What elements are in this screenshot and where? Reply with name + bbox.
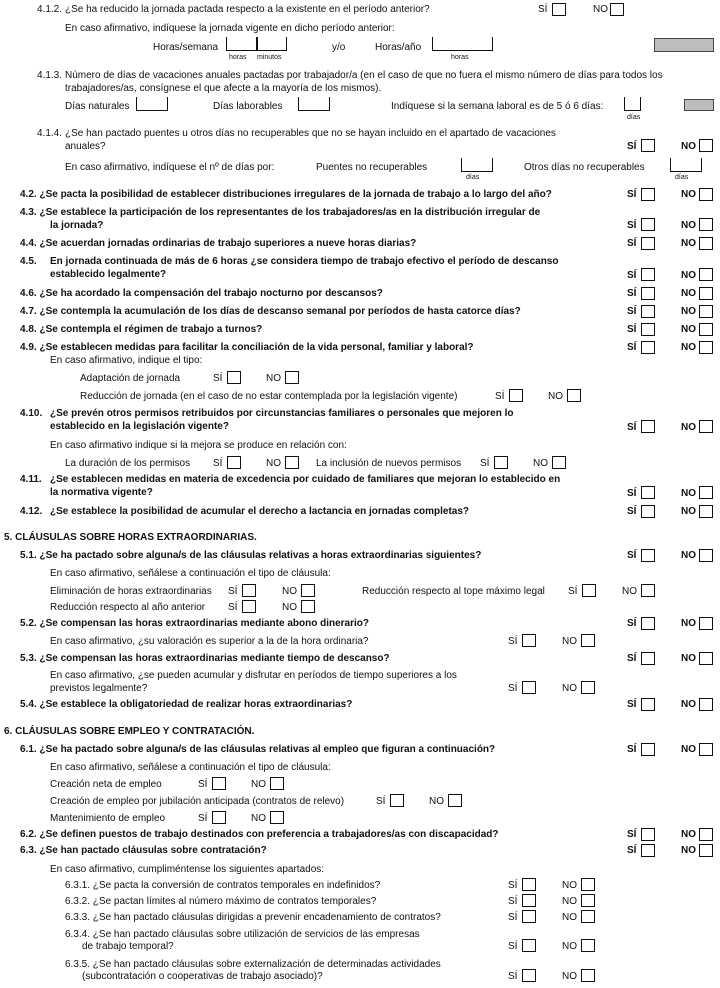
si-label: SÍ	[508, 941, 518, 952]
q411-si-checkbox[interactable]	[641, 486, 655, 499]
no-label: NO	[681, 342, 696, 353]
q411-number: 4.11.	[20, 474, 42, 485]
eliminacion-si-checkbox[interactable]	[242, 584, 256, 597]
horas-ano-field[interactable]	[432, 37, 493, 51]
dias-sub: días	[675, 174, 689, 181]
si-label: SÍ	[627, 506, 637, 517]
si-label: SÍ	[627, 845, 637, 856]
no-label: NO	[681, 238, 696, 249]
dias-naturales-field[interactable]	[136, 97, 168, 111]
q412-text: ¿Se ha reducido la jornada pactada respecto a la existente en el período anterior?	[65, 4, 430, 15]
no-label: NO	[593, 4, 608, 15]
no-label: NO	[548, 391, 563, 402]
q47-si-checkbox[interactable]	[641, 305, 655, 318]
dias-sub: días	[627, 114, 641, 121]
adaptacion-si-checkbox[interactable]	[227, 371, 241, 384]
q51-si-checkbox[interactable]	[641, 549, 655, 562]
q410-line2: establecido en la legislación vigente?	[50, 421, 229, 432]
no-label: NO	[681, 699, 696, 710]
no-label: NO	[681, 189, 696, 200]
reduccion-ano-label: Reducción respecto al año anterior	[50, 602, 206, 613]
inclusion-no-checkbox[interactable]	[552, 456, 566, 469]
q46-no-checkbox[interactable]	[699, 287, 713, 300]
si-label: SÍ	[627, 550, 637, 561]
q44-si-checkbox[interactable]	[641, 237, 655, 250]
si-label: SÍ	[627, 699, 637, 710]
inclusion-label: La inclusión de nuevos permisos	[316, 458, 462, 469]
si-label: SÍ	[627, 288, 637, 299]
creacion-jubilacion-no-checkbox[interactable]	[448, 794, 462, 807]
q61-si-checkbox[interactable]	[641, 743, 655, 756]
yo-label: y/o	[332, 42, 346, 53]
q42-si-checkbox[interactable]	[641, 188, 655, 201]
si-label: SÍ	[627, 744, 637, 755]
creacion-jubilacion-label: Creación de empleo por jubilación anticipada (contratos de relevo)	[50, 796, 345, 807]
puentes-label: Puentes no recuperables	[316, 162, 428, 173]
shaded-reserved-box	[654, 38, 714, 52]
si-label: SÍ	[228, 602, 238, 613]
q634-line2: de trabajo temporal?	[82, 941, 174, 952]
si-label: SÍ	[198, 813, 208, 824]
semana-laboral-field[interactable]	[624, 97, 641, 111]
q48-no-checkbox[interactable]	[699, 323, 713, 336]
q53-no-checkbox[interactable]	[699, 652, 713, 665]
q61-followup: En caso afirmativo, señálese a continuación el tipo de cláusula:	[50, 762, 331, 773]
q63-followup: En caso afirmativo, cumpliméntense los siguientes apartados:	[50, 864, 325, 875]
si-label: SÍ	[508, 636, 518, 647]
q54-no-checkbox[interactable]	[699, 698, 713, 711]
q635-line1: 6.3.5. ¿Se han pactado cláusulas sobre externalización de determinadas actividades	[65, 959, 441, 970]
no-label: NO	[681, 829, 696, 840]
si-label: SÍ	[228, 586, 238, 597]
mantenimiento-label: Mantenimiento de empleo	[50, 813, 166, 824]
q52-si-checkbox[interactable]	[641, 617, 655, 630]
q54-si-checkbox[interactable]	[641, 698, 655, 711]
no-label: NO	[282, 586, 297, 597]
si-label: SÍ	[480, 458, 490, 469]
reduccion-ano-no-checkbox[interactable]	[301, 600, 315, 613]
q633-no-checkbox[interactable]	[581, 910, 595, 923]
si-label: SÍ	[627, 306, 637, 317]
q635-si-checkbox[interactable]	[522, 969, 536, 982]
semana-laboral-label: Indíquese si la semana laboral es de 5 ó 6 días:	[391, 101, 604, 112]
si-label: SÍ	[376, 796, 386, 807]
si-label: SÍ	[568, 586, 578, 597]
q410-si-checkbox[interactable]	[641, 420, 655, 433]
no-label: NO	[533, 458, 548, 469]
eliminacion-no-checkbox[interactable]	[301, 584, 315, 597]
q43-no-checkbox[interactable]	[699, 218, 713, 231]
reduccion-tope-label: Reducción respecto al tope máximo legal	[362, 586, 545, 597]
q412b-text: ¿Se establece la posibilidad de acumular el derecho a lactancia en jornadas completas?	[50, 506, 470, 517]
q53-followup-no-checkbox[interactable]	[581, 681, 595, 694]
no-label: NO	[681, 324, 696, 335]
q635-no-checkbox[interactable]	[581, 969, 595, 982]
section6-title: 6. CLÁUSULAS SOBRE EMPLEO Y CONTRATACIÓN.	[4, 726, 255, 737]
q54-text: 5.4. ¿Se establece la obligatoriedad de realizar horas extraordinarias?	[20, 699, 353, 710]
q631-no-checkbox[interactable]	[581, 878, 595, 891]
shaded-reserved-box	[684, 99, 714, 111]
no-label: NO	[681, 422, 696, 433]
no-label: NO	[681, 141, 696, 152]
q633-si-checkbox[interactable]	[522, 910, 536, 923]
q51-no-checkbox[interactable]	[699, 549, 713, 562]
q52-text: 5.2. ¿Se compensan las horas extraordinarias mediante abono dinerario?	[20, 618, 369, 629]
no-label: NO	[681, 845, 696, 856]
q413-line1: Número de días de vacaciones anuales pactadas por trabajador/a (en el caso de que no fuera el mismo número de días para todos los	[65, 70, 663, 81]
horas-semana-hours-field[interactable]	[226, 37, 257, 51]
q53-text: 5.3. ¿Se compensan las horas extraordinarias mediante tiempo de descanso?	[20, 653, 390, 664]
q61-no-checkbox[interactable]	[699, 743, 713, 756]
q62-si-checkbox[interactable]	[641, 828, 655, 841]
no-label: NO	[562, 683, 577, 694]
reduccion-label: Reducción de jornada (en el caso de no estar contemplada por la legislación vigente)	[80, 391, 458, 402]
q411-line1: ¿Se establecen medidas en materia de excedencia por cuidado de familiares que mejoran lo establecido en	[50, 474, 561, 485]
q43-line1: 4.3. ¿Se establece la participación de los representantes de los trabajadores/as en la distribución irregular de	[20, 207, 541, 218]
otros-field[interactable]	[670, 158, 702, 172]
si-label: SÍ	[627, 238, 637, 249]
dias-naturales-label: Días naturales	[65, 101, 130, 112]
q45-no-checkbox[interactable]	[699, 268, 713, 281]
si-label: SÍ	[508, 971, 518, 982]
no-label: NO	[562, 971, 577, 982]
q52-no-checkbox[interactable]	[699, 617, 713, 630]
q412b-no-checkbox[interactable]	[699, 505, 713, 518]
sub-horas: horas	[229, 54, 247, 61]
no-label: NO	[681, 288, 696, 299]
si-label: SÍ	[213, 458, 223, 469]
adaptacion-no-checkbox[interactable]	[285, 371, 299, 384]
q47-text: 4.7. ¿Se contempla la acumulación de los días de descanso semanal por períodos de hasta catorce días?	[20, 306, 521, 317]
q413-number: 4.1.3.	[37, 70, 63, 81]
q42-no-checkbox[interactable]	[699, 188, 713, 201]
adaptacion-label: Adaptación de jornada	[80, 373, 181, 384]
duracion-si-checkbox[interactable]	[227, 456, 241, 469]
horas-ano-label: Horas/año	[375, 42, 422, 53]
q63-si-checkbox[interactable]	[641, 844, 655, 857]
section5-title: 5. CLÁUSULAS SOBRE HORAS EXTRAORDINARIAS.	[4, 532, 257, 543]
q43-line2: la jornada?	[50, 220, 104, 231]
q45-si-checkbox[interactable]	[641, 268, 655, 281]
si-label: SÍ	[508, 912, 518, 923]
q62-no-checkbox[interactable]	[699, 828, 713, 841]
si-label: SÍ	[538, 4, 548, 15]
no-label: NO	[562, 896, 577, 907]
q411-line2: la normativa vigente?	[50, 487, 153, 498]
q412-number: 4.1.2.	[37, 4, 63, 15]
q53-si-checkbox[interactable]	[641, 652, 655, 665]
q412-si-checkbox[interactable]	[552, 3, 566, 16]
no-label: NO	[681, 744, 696, 755]
q414-number: 4.1.4.	[37, 128, 63, 139]
q48-si-checkbox[interactable]	[641, 323, 655, 336]
q410-no-checkbox[interactable]	[699, 420, 713, 433]
q632-no-checkbox[interactable]	[581, 894, 595, 907]
dias-laborables-label: Días laborables	[213, 101, 283, 112]
q412-followup: En caso afirmativo, indíquese la jornada vigente en dicho período anterior:	[65, 23, 395, 34]
q632-si-checkbox[interactable]	[522, 894, 536, 907]
reduccion-no-checkbox[interactable]	[567, 389, 581, 402]
dias-sub: días	[466, 174, 480, 181]
q634-no-checkbox[interactable]	[581, 939, 595, 952]
sub-minutos: minutos	[257, 54, 282, 61]
sub-horas-2: horas	[451, 54, 469, 61]
si-label: SÍ	[508, 896, 518, 907]
q414-line1: ¿Se han pactado puentes u otros días no recuperables que no se hayan incluido en el apartado de vacaciones	[65, 128, 556, 139]
si-label: SÍ	[627, 618, 637, 629]
q44-no-checkbox[interactable]	[699, 237, 713, 250]
q45-line1: En jornada continuada de más de 6 horas ¿se considera tiempo de trabajo efectivo el período de descanso	[50, 256, 559, 267]
no-label: NO	[429, 796, 444, 807]
q61-text: 6.1. ¿Se ha pactado sobre alguna/s de las cláusulas relativas al empleo que figuran a continuación?	[20, 744, 496, 755]
inclusion-si-checkbox[interactable]	[494, 456, 508, 469]
si-label: SÍ	[627, 653, 637, 664]
reduccion-tope-no-checkbox[interactable]	[641, 584, 655, 597]
si-label: SÍ	[627, 829, 637, 840]
horas-semana-minutes-field[interactable]	[257, 37, 287, 51]
q49-si-checkbox[interactable]	[641, 341, 655, 354]
creacion-jubilacion-si-checkbox[interactable]	[390, 794, 404, 807]
no-label: NO	[562, 880, 577, 891]
no-label: NO	[681, 220, 696, 231]
otros-label: Otros días no recuperables	[524, 162, 645, 173]
q414-followup: En caso afirmativo, indíquese el nº de días por:	[65, 162, 275, 173]
q410-followup: En caso afirmativo indique si la mejora se produce en relación con:	[50, 440, 347, 451]
q49-no-checkbox[interactable]	[699, 341, 713, 354]
q633-text: 6.3.3. ¿Se han pactado cláusulas dirigidas a prevenir encadenamiento de contratos?	[65, 912, 441, 923]
q634-si-checkbox[interactable]	[522, 939, 536, 952]
q410-number: 4.10.	[20, 408, 43, 419]
q62-text: 6.2. ¿Se definen puestos de trabajo destinados con preferencia a trabajadores/as con discapacidad?	[20, 829, 499, 840]
creacion-neta-label: Creación neta de empleo	[50, 779, 162, 790]
no-label: NO	[681, 550, 696, 561]
q634-line1: 6.3.4. ¿Se han pactado cláusulas sobre utilización de servicios de las empresas	[65, 929, 420, 940]
q412b-si-checkbox[interactable]	[641, 505, 655, 518]
no-label: NO	[622, 586, 637, 597]
si-label: SÍ	[627, 220, 637, 231]
no-label: NO	[266, 458, 281, 469]
si-label: SÍ	[508, 880, 518, 891]
no-label: NO	[681, 653, 696, 664]
no-label: NO	[681, 306, 696, 317]
q635-line2: (subcontratación o cooperativas de trabajo asociado)?	[82, 971, 323, 982]
q46-text: 4.6. ¿Se ha acordado la compensación del trabajo nocturno por descansos?	[20, 288, 383, 299]
si-label: SÍ	[627, 270, 637, 281]
q53-line1: En caso afirmativo, ¿se pueden acumular y disfrutar en períodos de tiempo superiores a los	[50, 670, 457, 681]
si-label: SÍ	[495, 391, 505, 402]
q414-no-checkbox[interactable]	[699, 139, 713, 152]
horas-semana-label: Horas/semana	[153, 42, 219, 53]
duracion-label: La duración de los permisos	[65, 458, 191, 469]
q45-number: 4.5.	[20, 256, 37, 267]
no-label: NO	[251, 779, 266, 790]
si-label: SÍ	[508, 683, 518, 694]
si-label: SÍ	[213, 373, 223, 384]
no-label: NO	[562, 912, 577, 923]
si-label: SÍ	[627, 189, 637, 200]
dias-laborables-field[interactable]	[298, 97, 330, 111]
q43-si-checkbox[interactable]	[641, 218, 655, 231]
q52-followup-si-checkbox[interactable]	[522, 634, 536, 647]
q414-line2: anuales?	[65, 141, 106, 152]
q412-no-checkbox[interactable]	[610, 3, 624, 16]
no-label: NO	[681, 488, 696, 499]
q51-followup: En caso afirmativo, señálese a continuación el tipo de cláusula:	[50, 568, 331, 579]
no-label: NO	[562, 636, 577, 647]
q52-followup-no-checkbox[interactable]	[581, 634, 595, 647]
si-label: SÍ	[627, 488, 637, 499]
mantenimiento-si-checkbox[interactable]	[212, 811, 226, 824]
q51-text: 5.1. ¿Se ha pactado sobre alguna/s de las cláusulas relativas a horas extraordinarias siguientes?	[20, 550, 482, 561]
q414-si-checkbox[interactable]	[641, 139, 655, 152]
q52-followup: En caso afirmativo, ¿su valoración es superior a la de la hora ordinaria?	[50, 636, 369, 647]
no-label: NO	[282, 602, 297, 613]
creacion-neta-no-checkbox[interactable]	[270, 777, 284, 790]
si-label: SÍ	[627, 141, 637, 152]
si-label: SÍ	[198, 779, 208, 790]
no-label: NO	[266, 373, 281, 384]
no-label: NO	[681, 506, 696, 517]
q53-line2: previstos legalmente?	[50, 683, 148, 694]
creacion-neta-si-checkbox[interactable]	[212, 777, 226, 790]
q631-text: 6.3.1. ¿Se pacta la conversión de contratos temporales en indefinidos?	[65, 880, 381, 891]
q53-followup-si-checkbox[interactable]	[522, 681, 536, 694]
q45-line2: establecido legalmente?	[50, 269, 167, 280]
q44-text: 4.4. ¿Se acuerdan jornadas ordinarias de trabajo superiores a nueve horas diarias?	[20, 238, 417, 249]
eliminacion-label: Eliminación de horas extraordinarias	[50, 586, 212, 597]
no-label: NO	[251, 813, 266, 824]
reduccion-ano-si-checkbox[interactable]	[242, 600, 256, 613]
q48-text: 4.8. ¿Se contempla el régimen de trabajo a turnos?	[20, 324, 263, 335]
q42-text: 4.2. ¿Se pacta la posibilidad de establecer distribuciones irregulares de la jornada de trabajo a lo largo del año?	[20, 189, 552, 200]
q47-no-checkbox[interactable]	[699, 305, 713, 318]
q63-no-checkbox[interactable]	[699, 844, 713, 857]
si-label: SÍ	[627, 324, 637, 335]
q63-text: 6.3. ¿Se han pactado cláusulas sobre contratación?	[20, 845, 267, 856]
q46-si-checkbox[interactable]	[641, 287, 655, 300]
no-label: NO	[681, 270, 696, 281]
q49-followup: En caso afirmativo, indique el tipo:	[50, 355, 203, 366]
duracion-no-checkbox[interactable]	[285, 456, 299, 469]
reduccion-si-checkbox[interactable]	[509, 389, 523, 402]
no-label: NO	[681, 618, 696, 629]
mantenimiento-no-checkbox[interactable]	[270, 811, 284, 824]
q410-line1: ¿Se prevén otros permisos retribuidos por circunstancias familiares o personales que mejoren lo	[50, 408, 514, 419]
q413-line2: trabajadores/as, consígnese el que afecte a la mayoría de los mismos).	[65, 83, 382, 94]
q411-no-checkbox[interactable]	[699, 486, 713, 499]
si-label: SÍ	[627, 342, 637, 353]
no-label: NO	[562, 941, 577, 952]
puentes-field[interactable]	[461, 158, 493, 172]
q632-text: 6.3.2. ¿Se pactan límites al número máximo de contratos temporales?	[65, 896, 377, 907]
q631-si-checkbox[interactable]	[522, 878, 536, 891]
q49-text: 4.9. ¿Se establecen medidas para facilitar la conciliación de la vida personal, familiar y laboral?	[20, 342, 474, 353]
si-label: SÍ	[627, 422, 637, 433]
q412b-number: 4.12.	[20, 506, 43, 517]
reduccion-tope-si-checkbox[interactable]	[582, 584, 596, 597]
